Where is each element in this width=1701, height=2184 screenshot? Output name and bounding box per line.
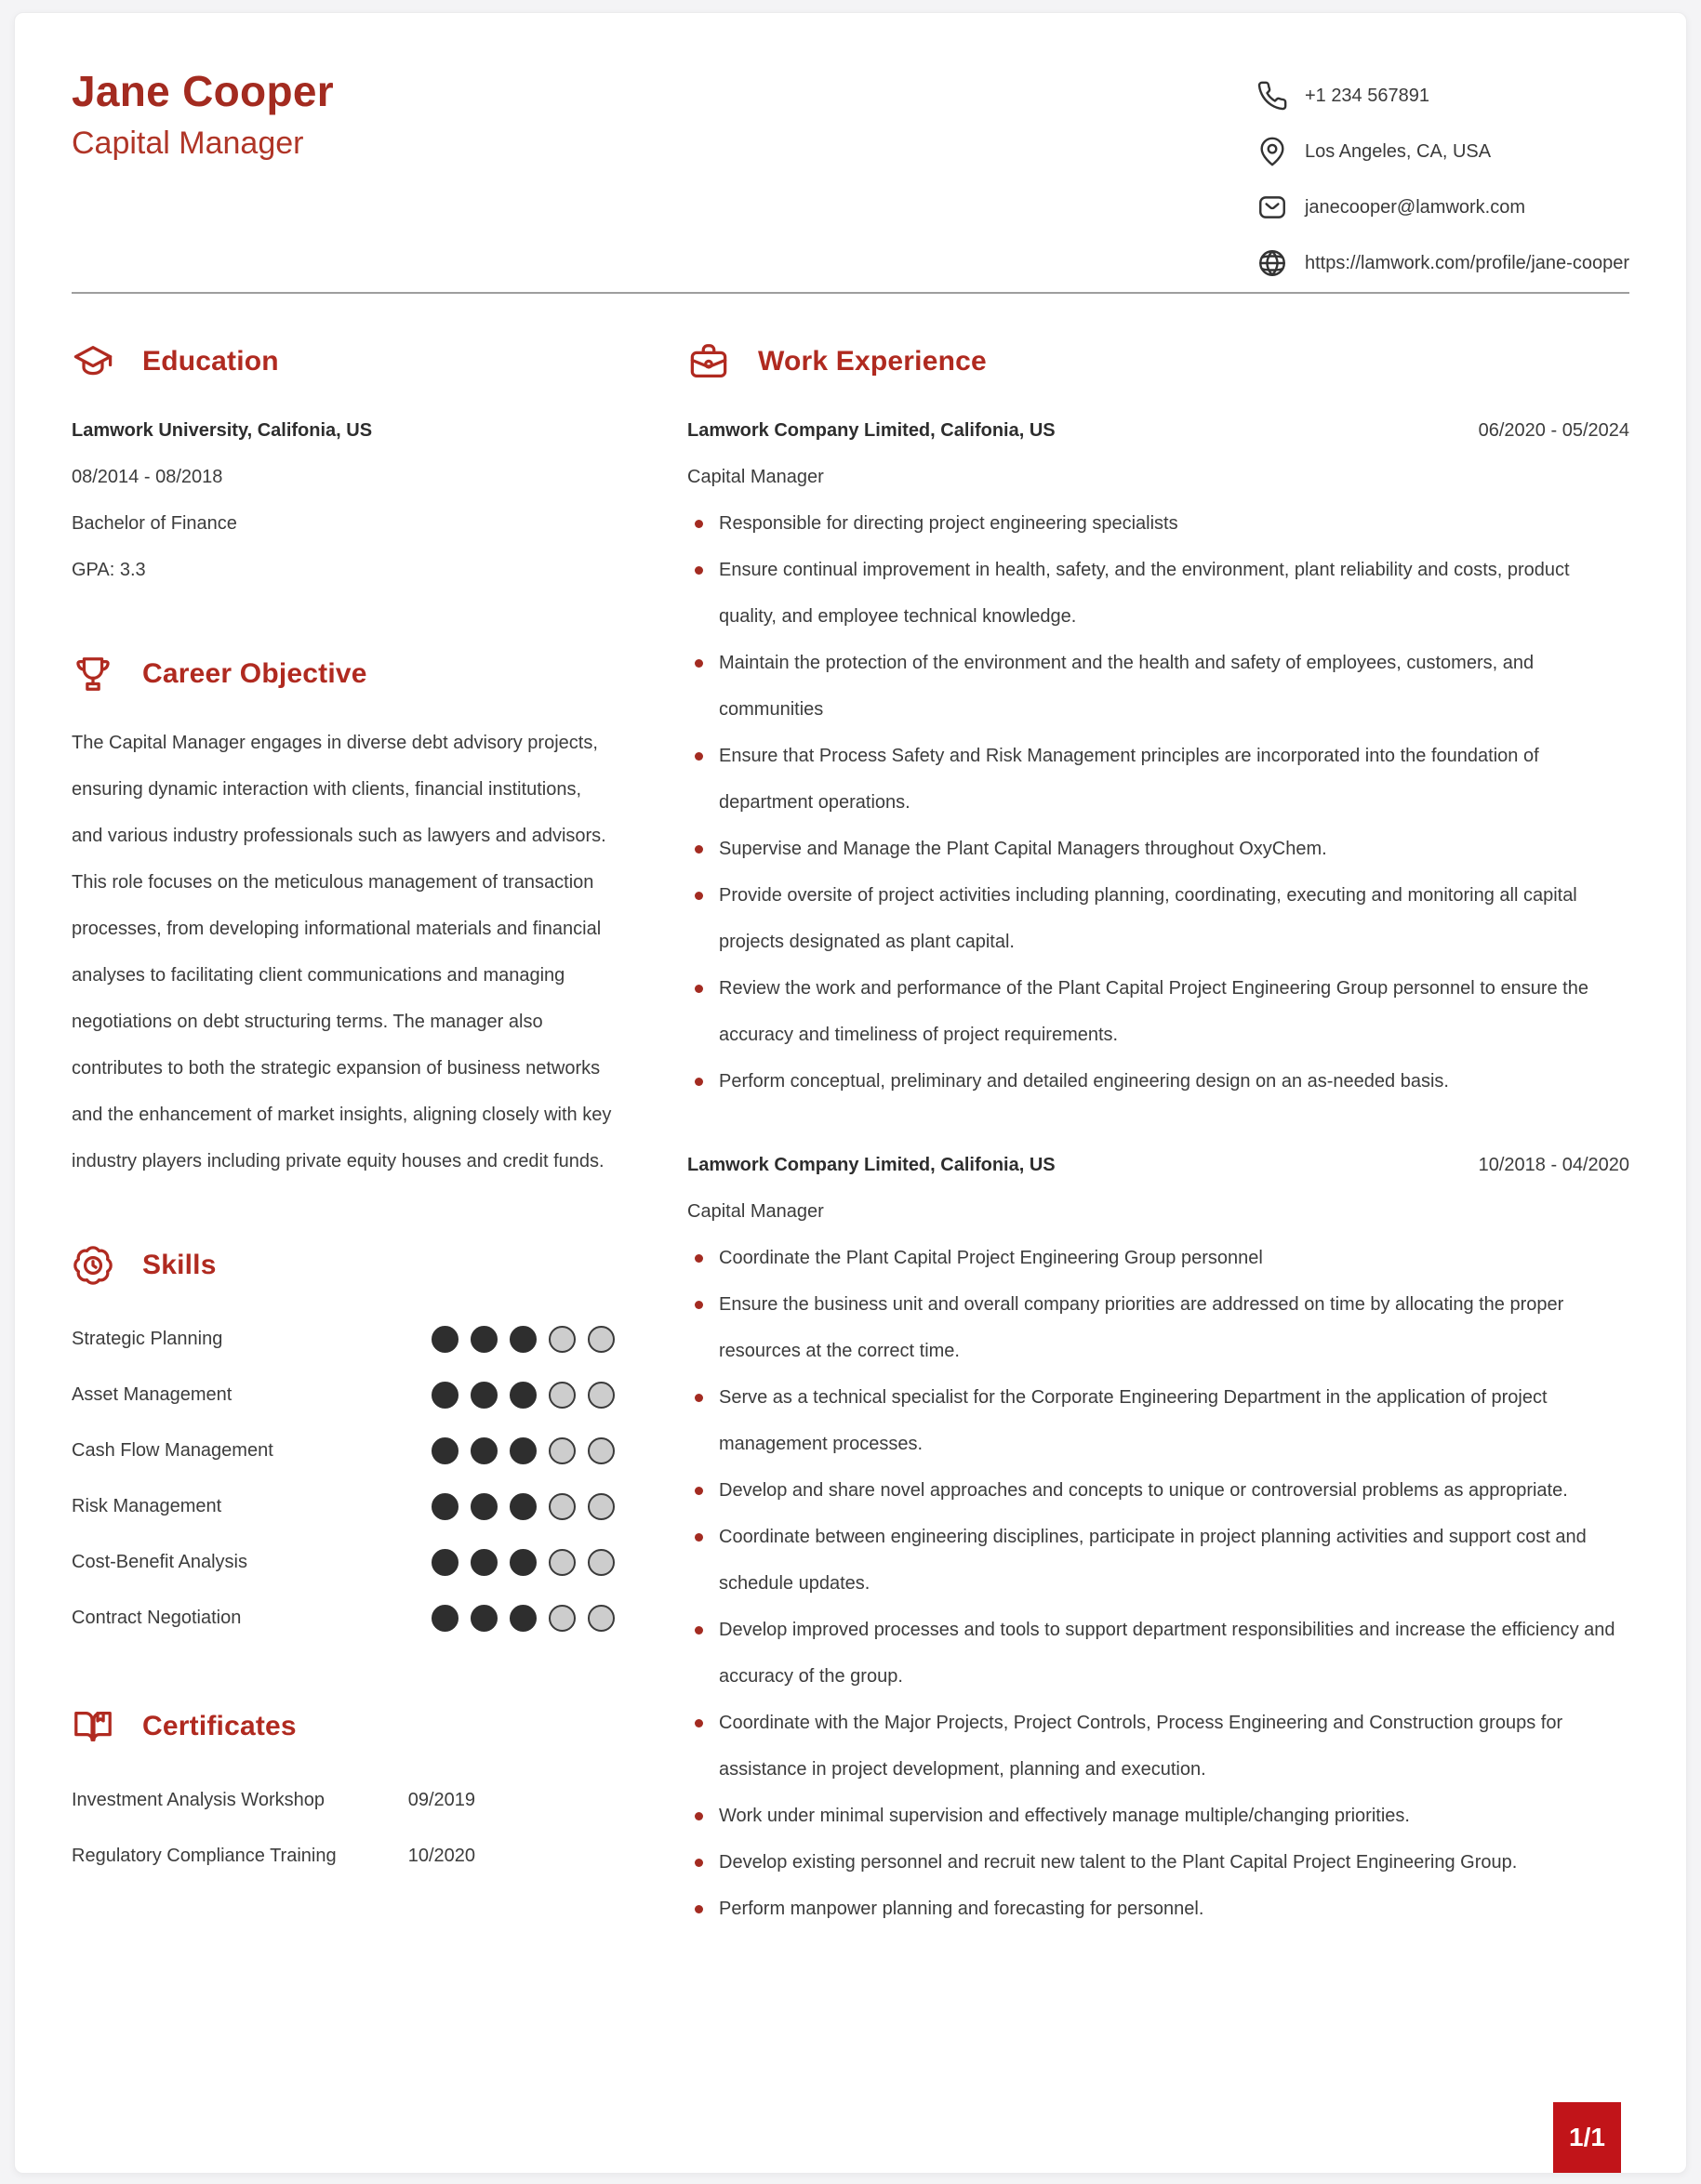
trophy-icon [72, 653, 114, 695]
skill-rating [432, 1493, 615, 1520]
skill-row [72, 1367, 615, 1423]
rating-dot-empty [549, 1437, 576, 1464]
job-header [687, 1142, 1629, 1188]
bullet-dot-icon [695, 659, 703, 668]
bullet-dot-icon [695, 520, 703, 528]
location-text: Los Angeles, CA, USA [1304, 140, 1492, 162]
bullet-text: Serve as a technical specialist for the Corporate Engineering Department in the application of project management processes. [719, 1387, 1548, 1454]
bullet-text: Ensure the business unit and overall company priorities are addressed on time by allocating the proper resources at the correct time. [719, 1294, 1564, 1361]
resume-header [72, 13, 1629, 279]
rating-dot-filled [510, 1493, 537, 1520]
bullet-text: Coordinate between engineering disciplines, participate in project planning activities and support cost and schedule updates. [719, 1527, 1587, 1594]
rating-dot-filled [510, 1382, 537, 1409]
skills-list [72, 1311, 615, 1646]
bullet-text: Coordinate the Plant Capital Project Engineering Group personnel [719, 1248, 1263, 1268]
skill-row [72, 1478, 615, 1534]
skill-rating [432, 1605, 615, 1632]
bullet-text: Perform conceptual, preliminary and detailed engineering design on an as-needed basis. [719, 1071, 1449, 1092]
phone-number: +1 234 567891 [1304, 85, 1429, 106]
skill-name: Cost-Benefit Analysis [72, 1551, 247, 1572]
rating-dot-empty [588, 1437, 615, 1464]
job-role: Capital Manager [687, 1201, 824, 1222]
job-entry [687, 407, 1629, 1105]
certificate-name: Investment Analysis Workshop [72, 1789, 325, 1810]
rating-dot-filled [432, 1326, 458, 1353]
badge-clock-icon [72, 1244, 114, 1287]
section-title: Education [142, 346, 279, 377]
skill-row [72, 1590, 615, 1646]
job-bullets [687, 1235, 1629, 1932]
job-header [687, 407, 1629, 454]
bullet-text: Maintain the protection of the environment and the health and safety of employees, customers, and communities [719, 653, 1535, 720]
rating-dot-empty [588, 1326, 615, 1353]
certificates-list [72, 1772, 615, 1884]
certificate-date: 09/2019 [407, 1789, 475, 1810]
bullet-dot-icon [695, 1859, 703, 1867]
bullet-text: Work under minimal supervision and effectively manage multiple/changing priorities. [719, 1806, 1410, 1826]
bullet-text: Develop and share novel approaches and concepts to unique or controversial problems as appropriate. [719, 1480, 1568, 1501]
rating-dot-filled [432, 1549, 458, 1576]
phone-icon [1256, 80, 1288, 112]
contact-email [1256, 192, 1629, 223]
resume-page [14, 12, 1687, 2174]
rating-dot-empty [588, 1605, 615, 1632]
bullet-text: Develop improved processes and tools to support department responsibilities and increase the efficiency and accuracy of the group. [719, 1620, 1615, 1687]
work-experience-section [687, 340, 1629, 1932]
certificate-row [72, 1772, 615, 1828]
website-text: https://lamwork.com/profile/jane-cooper [1304, 252, 1629, 273]
bullet-dot-icon [695, 1078, 703, 1086]
location-icon [1256, 136, 1288, 167]
skill-name: Cash Flow Management [72, 1439, 273, 1461]
rating-dot-empty [549, 1549, 576, 1576]
right-column [687, 340, 1629, 1992]
header-divider [72, 292, 1629, 294]
bullet-text: Supervise and Manage the Plant Capital Managers throughout OxyChem. [719, 839, 1327, 859]
job-bullet [687, 1886, 1629, 1932]
skill-name: Strategic Planning [72, 1328, 223, 1349]
candidate-name: Jane Cooper [72, 67, 334, 115]
rating-dot-filled [471, 1437, 498, 1464]
bullet-dot-icon [695, 752, 703, 761]
skill-name: Risk Management [72, 1495, 222, 1516]
education-school: Lamwork University, Califonia, US [72, 420, 373, 441]
certificates-heading [72, 1705, 615, 1748]
open-book-icon [72, 1705, 114, 1748]
bullet-dot-icon [695, 1301, 703, 1309]
career-objective-heading [72, 653, 615, 695]
certificate-row [72, 1828, 615, 1884]
rating-dot-filled [432, 1382, 458, 1409]
email-icon [1256, 192, 1288, 223]
education-gpa: GPA: 3.3 [72, 560, 146, 580]
email-text: janecooper@lamwork.com [1304, 196, 1526, 218]
rating-dot-filled [432, 1605, 458, 1632]
bullet-dot-icon [695, 985, 703, 993]
rating-dot-empty [549, 1493, 576, 1520]
graduation-cap-icon [72, 340, 114, 383]
contact-phone [1256, 80, 1629, 112]
job-dates: 10/2018 - 04/2020 [1478, 1155, 1629, 1175]
bullet-dot-icon [695, 1626, 703, 1635]
education-heading [72, 340, 615, 383]
job-bullet [687, 1235, 1629, 1281]
bullet-dot-icon [695, 566, 703, 575]
job-bullet [687, 733, 1629, 826]
bullet-text: Review the work and performance of the Plant Capital Project Engineering Group personnel to ensure the accuracy and timeliness of project requirements. [719, 978, 1588, 1045]
rating-dot-empty [549, 1382, 576, 1409]
bullet-text: Responsible for directing project engineering specialists [719, 513, 1178, 534]
contact-website [1256, 247, 1629, 279]
bullet-dot-icon [695, 1394, 703, 1402]
bullet-text: Coordinate with the Major Projects, Project Controls, Process Engineering and Construction groups for assistance in project development, planning and execution. [719, 1713, 1563, 1780]
section-title: Work Experience [758, 346, 987, 377]
skill-rating [432, 1549, 615, 1576]
briefcase-icon [687, 340, 730, 383]
education-section [72, 340, 615, 593]
job-dates: 06/2020 - 05/2024 [1478, 420, 1629, 441]
career-objective-text: The Capital Manager engages in diverse debt advisory projects, ensuring dynamic interaction with clients, financial institutions, and various industry professionals such as lawyers and advisors. This role focuses on the meticulous management of transaction processes, from developing informational materials and financial analyses to facilitating client communications and managing negotiations on debt structuring terms. The manager also contributes to both the strategic expansion of business networks and the enhancement of market insights, aligning closely with key industry players including private equity houses and credit funds. [72, 733, 612, 1171]
left-column [72, 340, 615, 1992]
rating-dot-empty [588, 1549, 615, 1576]
page-indicator: 1/1 [1553, 2102, 1621, 2173]
rating-dot-filled [471, 1605, 498, 1632]
rating-dot-filled [510, 1549, 537, 1576]
bullet-text: Ensure that Process Safety and Risk Management principles are incorporated into the foundation of department operations. [719, 746, 1539, 813]
rating-dot-filled [471, 1382, 498, 1409]
job-bullet [687, 500, 1629, 547]
identity-block [72, 67, 334, 279]
job-company: Lamwork Company Limited, Califonia, US [687, 1155, 1056, 1175]
candidate-title: Capital Manager [72, 126, 304, 161]
section-title: Certificates [142, 1711, 297, 1741]
skill-rating [432, 1326, 615, 1353]
skill-name: Contract Negotiation [72, 1607, 242, 1628]
job-company: Lamwork Company Limited, Califonia, US [687, 420, 1056, 441]
contact-info [1256, 67, 1629, 279]
rating-dot-empty [588, 1382, 615, 1409]
skill-rating [432, 1437, 615, 1464]
bullet-dot-icon [695, 1719, 703, 1727]
job-bullet [687, 1839, 1629, 1886]
bullet-dot-icon [695, 1487, 703, 1495]
skill-row [72, 1423, 615, 1478]
certificate-name: Regulatory Compliance Training [72, 1845, 337, 1866]
rating-dot-filled [432, 1437, 458, 1464]
job-bullet [687, 872, 1629, 965]
job-bullet [687, 640, 1629, 733]
education-dates: 08/2014 - 08/2018 [72, 467, 223, 487]
rating-dot-filled [432, 1493, 458, 1520]
bullet-dot-icon [695, 845, 703, 854]
job-bullet [687, 965, 1629, 1058]
certificate-date: 10/2020 [407, 1845, 475, 1866]
job-bullet [687, 1793, 1629, 1839]
bullet-dot-icon [695, 1254, 703, 1263]
skills-heading [72, 1244, 615, 1287]
section-title: Skills [142, 1250, 217, 1280]
rating-dot-filled [471, 1326, 498, 1353]
job-entry [687, 1142, 1629, 1932]
job-bullet [687, 547, 1629, 640]
job-bullets [687, 500, 1629, 1105]
job-bullet [687, 1058, 1629, 1105]
job-bullet [687, 826, 1629, 872]
bullet-dot-icon [695, 1905, 703, 1913]
career-objective-section [72, 653, 615, 1185]
skills-section [72, 1244, 615, 1646]
skill-row [72, 1534, 615, 1590]
bullet-text: Provide oversite of project activities including planning, coordinating, executing and monitoring all capital projects designated as plant capital. [719, 885, 1577, 952]
job-bullet [687, 1607, 1629, 1700]
rating-dot-filled [510, 1437, 537, 1464]
skill-name: Asset Management [72, 1383, 233, 1405]
bullet-dot-icon [695, 1533, 703, 1542]
job-bullet [687, 1700, 1629, 1793]
bullet-text: Develop existing personnel and recruit new talent to the Plant Capital Project Engineering Group. [719, 1852, 1518, 1873]
job-bullet [687, 1374, 1629, 1467]
education-degree: Bachelor of Finance [72, 513, 237, 534]
contact-location [1256, 136, 1629, 167]
job-bullet [687, 1514, 1629, 1607]
rating-dot-filled [471, 1549, 498, 1576]
skill-row [72, 1311, 615, 1367]
bullet-dot-icon [695, 1812, 703, 1820]
job-bullet [687, 1467, 1629, 1514]
work-experience-heading [687, 340, 1629, 383]
section-title: Career Objective [142, 658, 367, 689]
rating-dot-filled [471, 1493, 498, 1520]
bullet-text: Perform manpower planning and forecasting for personnel. [719, 1899, 1204, 1919]
rating-dot-filled [510, 1605, 537, 1632]
resume-body [72, 340, 1629, 1992]
rating-dot-empty [549, 1326, 576, 1353]
jobs-list [687, 407, 1629, 1932]
website-icon [1256, 247, 1288, 279]
bullet-text: Ensure continual improvement in health, safety, and the environment, plant reliability and costs, product quality, and employee technical knowledge. [719, 560, 1570, 627]
bullet-dot-icon [695, 892, 703, 900]
rating-dot-empty [588, 1493, 615, 1520]
job-bullet [687, 1281, 1629, 1374]
certificates-section [72, 1705, 615, 1884]
rating-dot-filled [510, 1326, 537, 1353]
rating-dot-empty [549, 1605, 576, 1632]
skill-rating [432, 1382, 615, 1409]
job-role: Capital Manager [687, 467, 824, 487]
